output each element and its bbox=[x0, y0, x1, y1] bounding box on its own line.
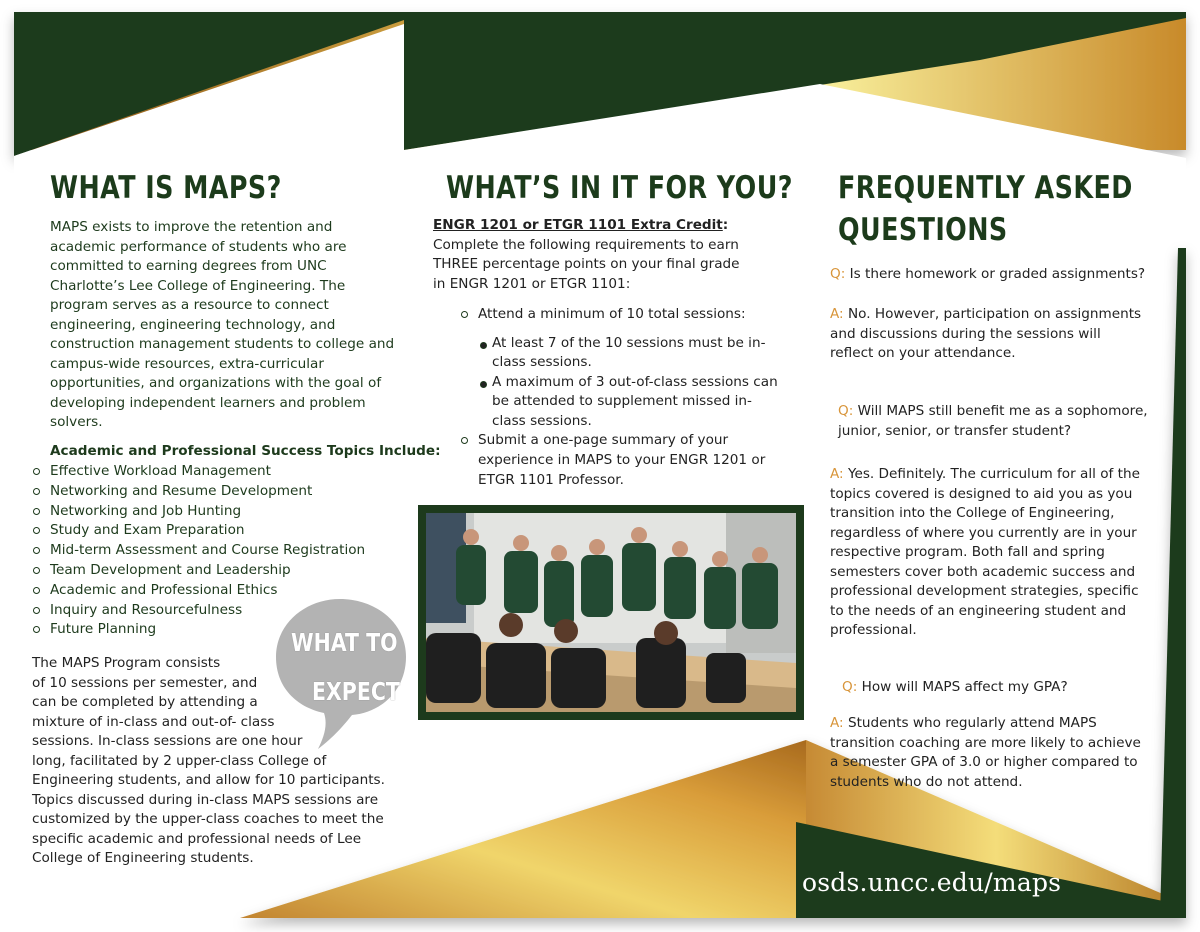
program-line: customized by the upper-class coaches to meet the bbox=[32, 811, 384, 827]
credit-line-2: THREE percentage points on your final grade bbox=[433, 256, 740, 272]
faq-q1 bbox=[830, 265, 1160, 285]
q-label: Q: bbox=[830, 266, 846, 282]
topic-item: Networking and Job Hunting bbox=[32, 502, 392, 522]
requirements-list bbox=[460, 305, 800, 491]
requirement-1a: At least 7 of the 10 sessions must be in-class sessions. bbox=[478, 334, 778, 373]
program-line: sessions. In-class sessions are one hour bbox=[32, 733, 303, 749]
maps-title: WHAT IS MAPS? bbox=[50, 170, 282, 206]
program-line: specific academic and professional needs of Lee bbox=[32, 830, 362, 847]
faq-a3 bbox=[830, 714, 1148, 792]
maps-intro: MAPS exists to improve the retention and academic performance of students who are committed to earning degrees from UNC Charlotte’s Lee College of Engineering. The program serves as a resource to connect engineering, engineering technology, and construction management students to college and campus-wide resources, extra-curricular opportunities, and organizations with the goal of developing independent learners and problem solvers. bbox=[50, 219, 395, 430]
a-label: A: bbox=[830, 466, 844, 482]
program-line: The MAPS Program consists bbox=[32, 655, 221, 671]
what-to-expect-line1: WHAT TO bbox=[291, 628, 398, 657]
topic-item: Study and Exam Preparation bbox=[32, 521, 392, 541]
topic-item: Future Planning bbox=[32, 620, 392, 640]
group-photo bbox=[426, 513, 796, 712]
credit-title: ENGR 1201 or ETGR 1101 Extra Credit bbox=[433, 217, 723, 233]
faq-a2-text: Yes. Definitely. The curriculum for all of the topics covered is designed to aid you as you transition into the College of Engineering, regardless of where you currently are in your respective program. Both fall and spring semesters cover both academic success and professional development strategies, specific to the needs of an engineering student and professional. bbox=[830, 466, 1140, 638]
requirement-1b: A maximum of 3 out-of-class sessions can be attended to supplement missed in-class sessions. bbox=[478, 373, 778, 432]
photo-frame bbox=[418, 505, 804, 720]
faq-a1 bbox=[830, 305, 1148, 364]
faq-a3-text: Students who regularly attend MAPS transition coaching are more likely to achieve a semester GPA of 3.0 or higher compared to students who do not attend. bbox=[830, 715, 1141, 790]
program-line: long, facilitated by 2 upper-class College of bbox=[32, 752, 327, 769]
credit-colon: : bbox=[722, 217, 729, 233]
faq-a2 bbox=[830, 465, 1148, 641]
q-label: Q: bbox=[842, 679, 858, 695]
a-label: A: bbox=[830, 715, 844, 731]
program-line: can be completed by attending a bbox=[32, 694, 258, 710]
classroom-photo bbox=[426, 513, 796, 712]
faq-q2 bbox=[838, 402, 1156, 441]
faq-q1-text: Is there homework or graded assignments? bbox=[849, 266, 1146, 282]
faq-title-line1: FREQUENTLY ASKED bbox=[838, 170, 1133, 206]
faq-title-line2: QUESTIONS bbox=[838, 212, 1008, 248]
program-line: College of Engineering students. bbox=[32, 850, 254, 866]
what-to-expect-line2: EXPECT bbox=[312, 677, 400, 706]
topic-item: Inquiry and Resourcefulness bbox=[32, 601, 392, 621]
website-url[interactable]: osds.uncc.edu/maps bbox=[802, 868, 1062, 897]
requirement-2: Submit a one-page summary of your experience in MAPS to your ENGR 1201 or ETGR 1101 Professor. bbox=[460, 431, 800, 490]
program-line: mixture of in-class and out-of- class bbox=[32, 713, 275, 730]
topic-item: Effective Workload Management bbox=[32, 462, 392, 482]
requirement-1-text: Attend a minimum of 10 total sessions: bbox=[478, 306, 746, 322]
topics-heading: Academic and Professional Success Topics Include: bbox=[50, 443, 441, 459]
faq-a1-text: No. However, participation on assignments and discussions during the sessions will reflect on your attendance. bbox=[830, 306, 1142, 361]
program-line: Engineering students, and allow for 10 participants. bbox=[32, 772, 385, 788]
credit-line-3: in ENGR 1201 or ETGR 1101: bbox=[433, 275, 631, 292]
program-line: Topics discussed during in-class MAPS sessions are bbox=[32, 791, 379, 808]
faq-q2-text: Will MAPS still benefit me as a sophomore, junior, senior, or transfer student? bbox=[838, 403, 1148, 439]
requirement-1-sublist bbox=[478, 334, 778, 432]
program-description bbox=[32, 654, 422, 869]
benefits-title: WHAT’S IN IT FOR YOU? bbox=[446, 170, 793, 206]
requirement-1 bbox=[460, 305, 800, 431]
topic-item: Academic and Professional Ethics bbox=[32, 581, 392, 601]
credit-line-1: Complete the following requirements to earn bbox=[433, 236, 739, 253]
program-line: of 10 sessions per semester, and bbox=[32, 674, 258, 691]
faq-q3 bbox=[842, 678, 1160, 698]
q-label: Q: bbox=[838, 403, 854, 419]
topic-item: Mid-term Assessment and Course Registration bbox=[32, 541, 392, 561]
topic-item: Networking and Resume Development bbox=[32, 482, 392, 502]
faq-q3-text: How will MAPS affect my GPA? bbox=[861, 679, 1068, 695]
credit-block bbox=[433, 216, 773, 294]
topic-item: Team Development and Leadership bbox=[32, 561, 392, 581]
a-label: A: bbox=[830, 306, 844, 322]
